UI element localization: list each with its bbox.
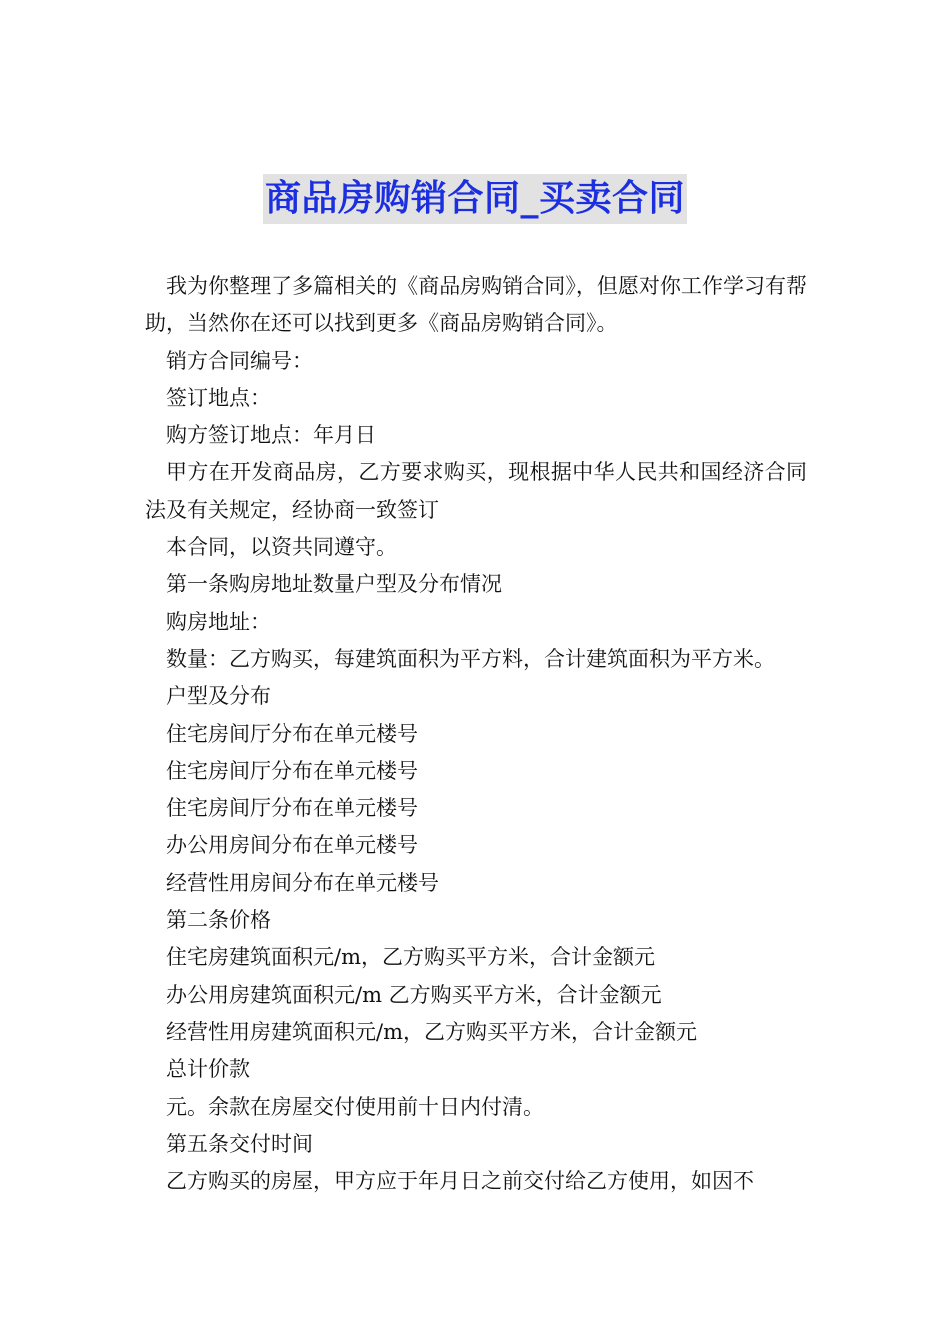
- paragraph-balance: 元。余款在房屋交付使用前十日内付清。: [166, 1094, 544, 1119]
- paragraph-price-commercial: 经营性用房建筑面积元/m，乙方购买平方米，合计金额元: [166, 1019, 697, 1044]
- paragraph-article-1-heading: 第一条购房地址数量户型及分布情况: [166, 572, 502, 597]
- paragraph-office: 办公用房间分布在单元楼号: [166, 833, 418, 858]
- paragraph-intro: 我为你整理了多篇相关的《商品房购销合同》，但愿对你工作学习有帮助，当然你在还可以找到更多《商品房购销合同》。: [145, 274, 807, 336]
- paragraph-preamble-end: 本合同，以资共同遵守。: [166, 535, 397, 560]
- paragraph-commercial: 经营性用房间分布在单元楼号: [166, 870, 439, 895]
- paragraph-quantity: 数量：乙方购买，每建筑面积为平方料，合计建筑面积为平方米。: [166, 646, 775, 671]
- paragraph-residential-3: 住宅房间厅分布在单元楼号: [166, 796, 418, 821]
- paragraph-buyer-signing-place: 购方签订地点：年月日: [166, 423, 376, 448]
- paragraph-price-office: 办公用房建筑面积元/m 乙方购买平方米，合计金额元: [166, 982, 662, 1007]
- paragraph-price-residential: 住宅房建筑面积元/m，乙方购买平方米，合计金额元: [166, 945, 655, 970]
- paragraph-seller-contract-no: 销方合同编号：: [166, 348, 313, 373]
- paragraph-residential-2: 住宅房间厅分布在单元楼号: [166, 758, 418, 783]
- paragraph-residential-1: 住宅房间厅分布在单元楼号: [166, 721, 418, 746]
- document-body: [145, 268, 807, 1200]
- paragraph-preamble: 甲方在开发商品房，乙方要求购买，现根据中华人民共和国经济合同法及有关规定，经协商一致签订: [145, 460, 807, 522]
- paragraph-delivery: 乙方购买的房屋，甲方应于年月日之前交付给乙方使用，如因不: [166, 1169, 754, 1194]
- title-container: [0, 174, 950, 224]
- paragraph-address: 购房地址：: [166, 609, 271, 634]
- paragraph-article-2-heading: 第二条价格: [166, 908, 271, 933]
- paragraph-article-5-heading: 第五条交付时间: [166, 1131, 313, 1156]
- paragraph-layout-heading: 户型及分布: [166, 684, 271, 709]
- document-title: 商品房购销合同_买卖合同: [263, 174, 687, 224]
- paragraph-signing-place: 签订地点：: [166, 385, 271, 410]
- paragraph-total-price: 总计价款: [166, 1057, 250, 1082]
